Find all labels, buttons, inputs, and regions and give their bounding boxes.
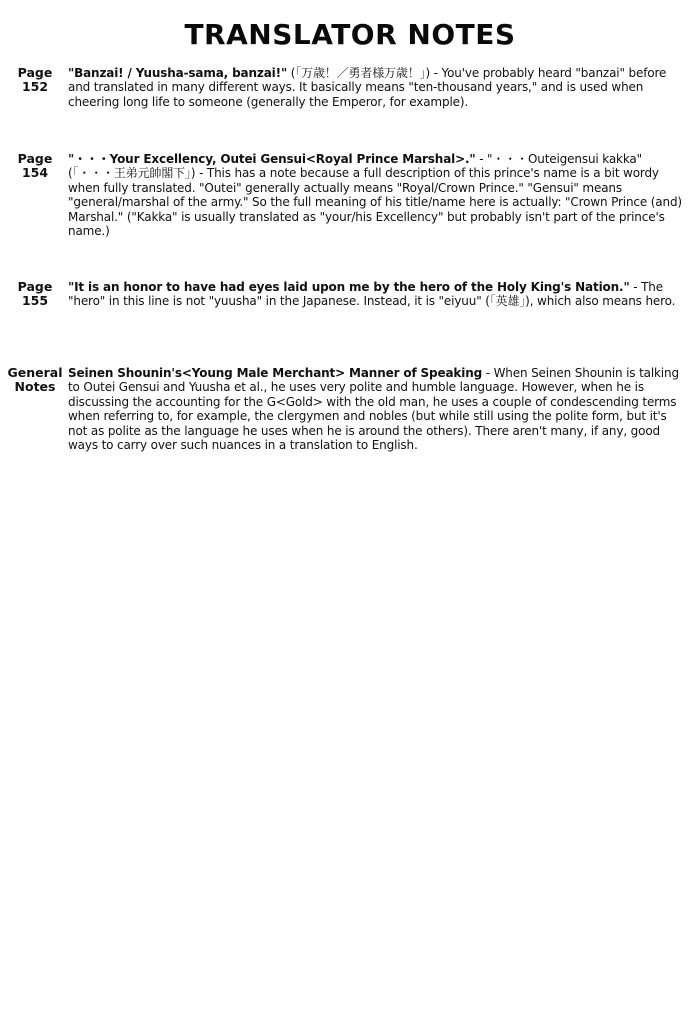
note-label-line1: Page bbox=[17, 279, 53, 294]
note-term: Seinen Shounin's<Young Male Merchant> Manner of Speaking bbox=[68, 366, 483, 380]
note-term: "It is an honor to have had eyes laid upon me by the hero of the Holy King's Nation." bbox=[68, 280, 630, 294]
note-label-line1: General bbox=[7, 365, 63, 380]
note-label bbox=[6, 366, 64, 394]
note-body bbox=[68, 66, 683, 109]
note-body bbox=[68, 280, 683, 309]
note-text: - "・・・Outeigensui kakka" (「・・・王弟元帥閣下」) - This has a note because a full description of this prince's name is a bit wordy when fully translated. "Outei" generally actually means "Royal/Crown Prince." "Gensui" means "general/marshal of the army." So the full meaning of his title/name here is actually: "Crown Prince (and) Marshal." ("Kakka" is usually translated as "your/his Excellency" but probably isn't part of the prince's name.) bbox=[68, 152, 682, 239]
note-text: - When Seinen Shounin is talking to Outei Gensui and Yuusha et al., he uses very polite and humble language. However, when he is discussing the accounting for the G<Gold> with the old man, he uses a couple of condescending terms when referring to, for example, the clergymen and nobles (but while still using the polite form, but it's not as polite as the language he uses when he is around the others). There aren't many, if any, good ways to carry over such nuances in a translation to English. bbox=[68, 366, 679, 453]
note-term: "Banzai! / Yuusha-sama, banzai!" bbox=[68, 66, 288, 80]
note-text: (「万歳！／勇者様万歳！」) - You've probably heard "banzai" before and translated in many different ways. It basically means "ten-thousand years," and is used when cheering long life to someone (generally the Emperor, for example). bbox=[68, 66, 667, 109]
note-label bbox=[6, 280, 64, 308]
note-term: "・・・Your Excellency, Outei Gensui<Royal Prince Marshal>." bbox=[68, 152, 476, 166]
note-label-line1: Page bbox=[17, 151, 53, 166]
note-label-line2: 152 bbox=[21, 79, 49, 94]
page-title: TRANSLATOR NOTES bbox=[184, 18, 516, 51]
note-label bbox=[6, 66, 64, 94]
note-text: - The "hero" in this line is not "yuusha" in the Japanese. Instead, it is "eiyuu" (「英雄」), which also means hero. bbox=[68, 280, 676, 309]
note-body bbox=[68, 152, 683, 238]
note-label-line1: Page bbox=[17, 65, 53, 80]
note-label-line2: 155 bbox=[21, 293, 49, 308]
note-label-line2: 154 bbox=[21, 165, 49, 180]
note-body bbox=[68, 366, 683, 452]
note-label bbox=[6, 152, 64, 180]
note-label-line2: Notes bbox=[14, 379, 56, 394]
